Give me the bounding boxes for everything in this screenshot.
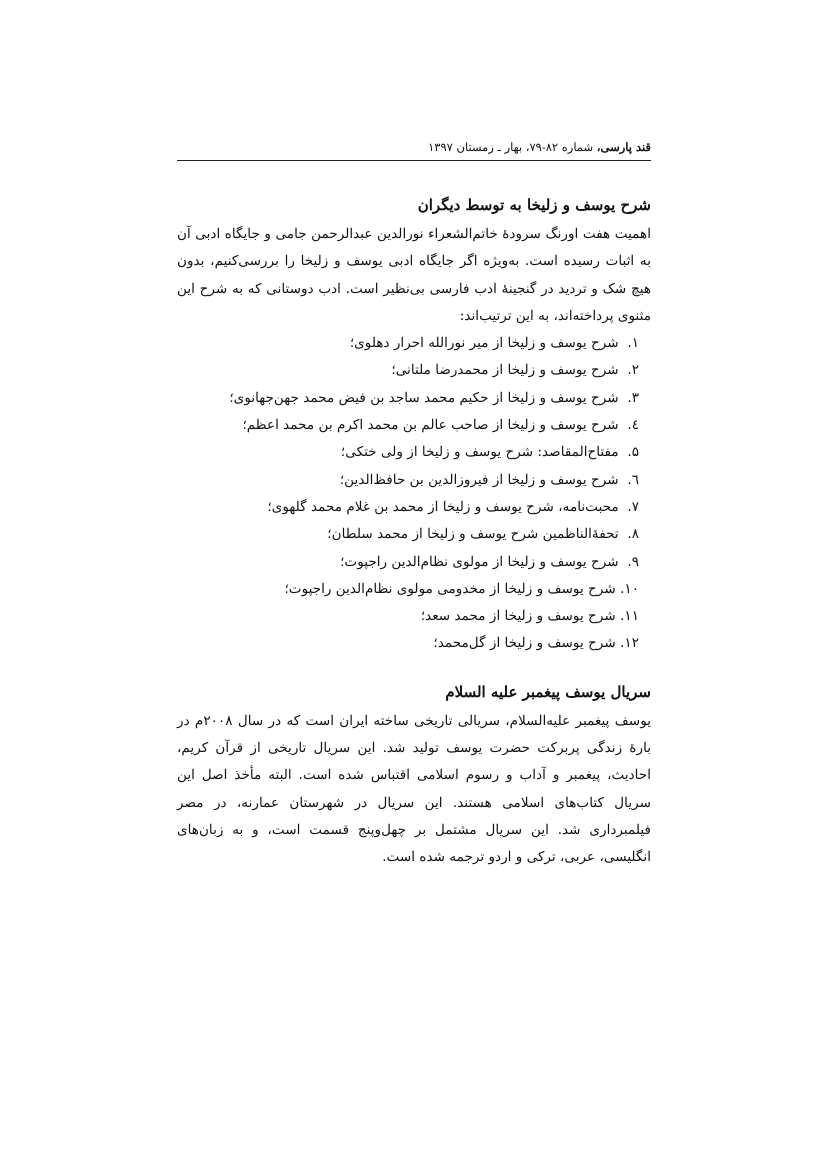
list-item xyxy=(177,330,651,357)
page-content xyxy=(177,138,651,872)
journal-name: قند پارسی، xyxy=(596,140,651,154)
list-item xyxy=(177,357,651,384)
list-item-text: شرح یوسف و زلیخا از محمدرضا ملتانی؛ xyxy=(391,362,619,379)
list-item-number: ٤. xyxy=(627,417,639,434)
list-item-text: شرح یوسف و زلیخا از صاحب عالم بن محمد اکرم بن محمد اعظم؛ xyxy=(242,417,619,434)
series-paragraph: یوسف پیغمبر علیه‌السلام، سریالی تاریخی ساخته ایران است که در سال ۲۰۰۸م در بارۀ زندگی پربرکت حضرت یوسف تولید شد. این سریال تاریخی از قرآن کریم، احادیث، پیغمبر و آداب و رسوم اسلامی اقتباس شده است. البته مأخذ اصل این سریال کتاب‌های اسلامی هستند. این سریال در شهرستان عمارنه، در مصر فیلمبرداری شد. این سریال مشتمل بر چهل‌وپنج قسمت است، و به زبان‌های انگلیسی، عربی، ترکی و اردو ترجمه شده است. xyxy=(177,712,651,866)
list-item xyxy=(177,521,651,548)
list-item xyxy=(177,439,651,466)
list-item-number: ۲. xyxy=(627,362,639,379)
list-item-text: شرح یوسف و زلیخا از محمد سعد؛ xyxy=(420,608,616,625)
running-header xyxy=(177,138,651,160)
list-item-number: ٦. xyxy=(627,471,639,488)
list-item xyxy=(177,412,651,439)
list-item-number: ۱. xyxy=(627,335,639,352)
list-item-number: ۸. xyxy=(627,526,639,543)
list-item-text: شرح یوسف و زلیخا از میر نورالله احرار دهلوی؛ xyxy=(349,335,619,352)
section-title-commentaries: شرح یوسف و زلیخا به توسط دیگران xyxy=(417,196,651,214)
list-item-text: شرح یوسف و زلیخا از گل‌محمد؛ xyxy=(433,635,616,652)
list-item xyxy=(177,385,651,412)
list-item-number: ۹. xyxy=(627,553,639,570)
list-item xyxy=(177,603,651,630)
header-rule xyxy=(177,160,651,161)
list-item-text: تحفۀالناظمین شرح یوسف و زلیخا از محمد سلطان؛ xyxy=(327,526,619,543)
list-item xyxy=(177,494,651,521)
list-item xyxy=(177,467,651,494)
list-item-text: مفتاح‌المقاصد: شرح یوسف و زلیخا از ولی ختکی؛ xyxy=(340,444,619,461)
list-item-text: محبت‌نامه، شرح یوسف و زلیخا از محمد بن غلام محمد گلهوی؛ xyxy=(267,498,619,515)
list-item-text: شرح یوسف و زلیخا از حکیم محمد ساجد بن فیض محمد جهن‌جهانوی؛ xyxy=(229,389,619,406)
intro-paragraph: اهمیت هفت اورنگ سرودۀ خاتم‌الشعراء نورالدین عبدالرحمن جامی و جایگاه ادبی آن به اثبات رسیده است. به‌ویژه اگر جایگاه ادبی یوسف و زلیخا را بررسی‌کنیم، بدون هیچ شک و تردید در گنجینۀ ادب فارسی بی‌نظیر است. ادب دوستانی که به شرح این مثنوی پرداخته‌اند، به این ترتیب‌اند: xyxy=(177,226,651,324)
list-item-text: شرح یوسف و زلیخا از فیروزالدین بن حافظ‌الدین؛ xyxy=(339,471,619,488)
section-title-series: سریال یوسف پیغمبر علیه السلام xyxy=(445,682,651,701)
list-item-text: شرح یوسف و زلیخا از مولوی نظام‌الدین راجپوت؛ xyxy=(340,553,619,570)
issue-info: شماره ۸۲-۷۹، بهار ـ زمستان ۱۳۹۷ xyxy=(428,140,597,154)
list-item-number: ۱۱. xyxy=(620,608,639,625)
list-item-number: ۷. xyxy=(627,498,639,515)
list-item xyxy=(177,576,651,603)
list-item xyxy=(177,630,651,657)
list-item-number: ۱۲. xyxy=(620,635,639,652)
list-item-number: ۳. xyxy=(627,389,639,406)
list-item-number: ۱۰. xyxy=(620,580,639,597)
commentary-list xyxy=(177,330,651,658)
list-item xyxy=(177,549,651,576)
list-item-text: شرح یوسف و زلیخا از مخدومی مولوی نظام‌الدین راجپوت؛ xyxy=(284,580,616,597)
list-item-number: ۵. xyxy=(627,444,639,461)
